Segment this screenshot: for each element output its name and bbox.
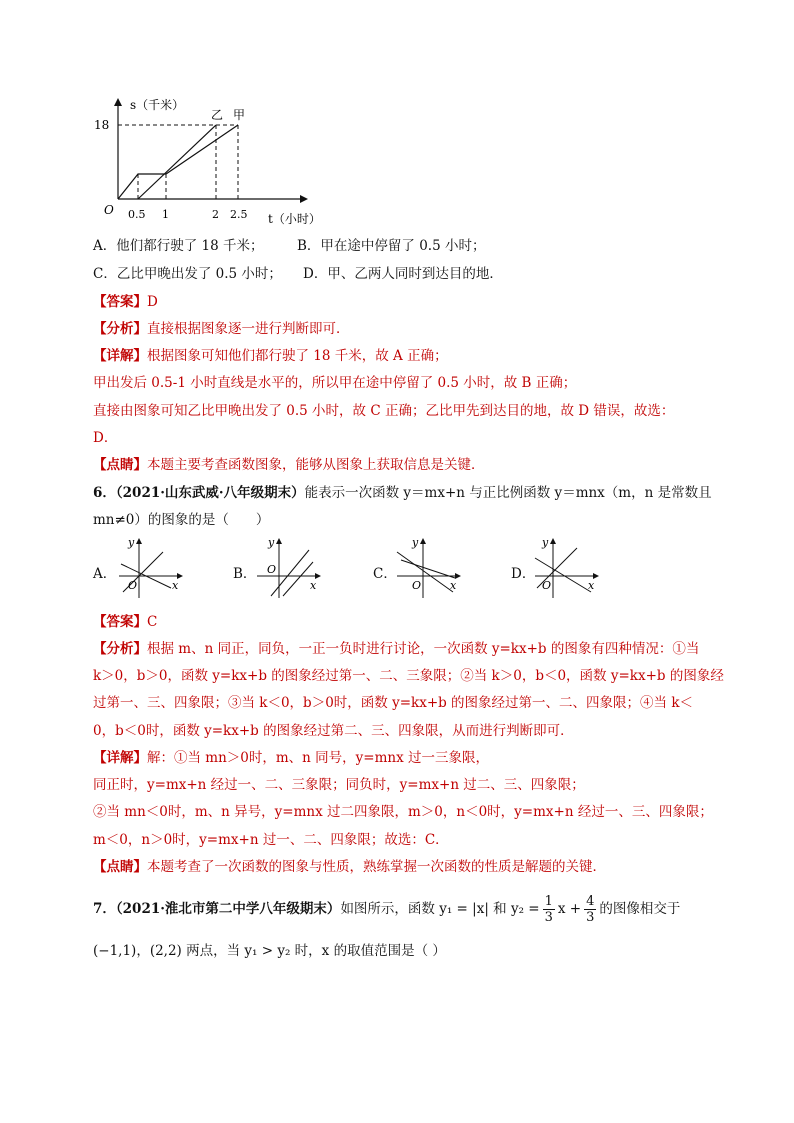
line-2 (401, 560, 455, 578)
q5-option-a (93, 236, 264, 256)
x-tick-1: 1 (162, 208, 169, 221)
q6-analysis-line-2: k＞0，b＞0，函数 y=kx+b 的图象经过第一、二、三象限；②当 k＞0，b＜0，函数 y=kx+b 的图象经 (93, 668, 724, 684)
q6-stem-text: 能表示一次函数 y＝mx+n 与正比例函数 y＝mnx（m，n 是常数且 (304, 485, 712, 501)
q6-stem-line-1 (93, 483, 712, 503)
denominator: 3 (586, 910, 595, 925)
q6-analysis-line-4: 0，b＜0时，函数 y=kx+b 的图象经过第二、三、四象限，从而进行判断即可． (93, 723, 574, 739)
q5-detail-line-4: D． (93, 430, 118, 446)
origin-label: O (412, 579, 422, 592)
y-axis-label: s（千米） (130, 98, 185, 112)
origin-label: O (104, 203, 114, 217)
answer-value: D (147, 294, 158, 310)
analysis-text: 直接根据图象逐一进行判断即可． (147, 321, 350, 337)
q6-stem-line-2: mn≠0）的图象的是（ ） (93, 512, 270, 528)
q7-number: 7． (93, 901, 116, 917)
fraction-one-third (543, 894, 555, 925)
x-tick-2: 2 (212, 208, 219, 221)
q6-source: （2021·山东武威·八年级期末） (115, 485, 305, 501)
q6-analysis-line-3: 过第一、三、四象限；③当 k＜0，b＞0时，函数 y=kx+b 的图象经过第一、二、四象限；④当 k＜ (93, 695, 694, 711)
x-axis-arrow (300, 195, 308, 203)
q6-option-b-label: B． (233, 566, 257, 582)
x-axis-label: t（小时） (268, 212, 321, 226)
axis-x-label: x (588, 579, 595, 592)
answer-value: C (147, 614, 158, 630)
q6-option-c-graph (393, 536, 463, 600)
q6-detail-line-1 (93, 748, 489, 768)
detail-text: 解：①当 mn＞0时，m、n 同号，y=mnx 过一三象限， (147, 750, 490, 766)
origin-label: O (128, 579, 138, 592)
q7-stem-c: 的图像相交于 (599, 901, 681, 917)
axis-y-label: y (268, 536, 275, 549)
line-2 (283, 562, 313, 596)
x-tick-0-5: 0.5 (128, 208, 146, 221)
comment-tag: 【点睛】 (93, 457, 147, 473)
axis-x-label: x (310, 579, 317, 592)
detail-text: 根据图象可知他们都行驶了 18 千米，故 A 正确； (147, 348, 448, 364)
axis-x-label: x (450, 579, 457, 592)
q5-option-a-text: A．他们都行驶了 18 千米； (93, 238, 264, 254)
axis-y-label: y (128, 536, 135, 549)
series-yi-line (138, 125, 216, 199)
answer-tag: 【答案】 (93, 294, 147, 310)
q6-option-a-graph (115, 536, 185, 600)
y-tick-18: 18 (94, 118, 110, 132)
q6-analysis-line-1 (93, 639, 699, 659)
q6-option-graphs (93, 536, 713, 602)
numerator: 1 (544, 894, 553, 909)
q7-stem-line-2: (−1,1)，(2,2) 两点，当 y₁ > y₂ 时，x 的取值范围是（ ） (93, 943, 446, 959)
line-1 (397, 552, 453, 592)
fraction-four-thirds (584, 894, 596, 925)
comment-text: 本题主要考查函数图象，能够从图象上获取信息是关键． (147, 457, 485, 473)
q7-stem-b: x + (557, 901, 582, 917)
comment-tag: 【点睛】 (93, 859, 147, 875)
q6-detail-line-3: ②当 mn＜0时，m、n 异号，y=mnx 过二四象限，m＞0，n＜0时，y=mx+n 经过一、三、四象限； (93, 804, 713, 820)
series-yi-label: 乙 (211, 108, 224, 122)
q7-stem-line-1 (93, 894, 680, 925)
q6-detail-line-2: 同正时，y=mx+n 经过一、二、三象限；同负时，y=mx+n 过二、三、四象限； (93, 777, 585, 793)
distance-time-graph (90, 90, 340, 230)
axis-y-label: y (542, 536, 549, 549)
q5-detail-line-3: 直接由图象可知乙比甲晚出发了 0.5 小时，故 C 正确；乙比甲先到达目的地，故 D 错误，故选： (93, 403, 675, 419)
q6-option-a-label: A． (93, 566, 117, 582)
q5-comment (93, 455, 485, 475)
q5-analysis (93, 319, 350, 339)
detail-tag: 【详解】 (93, 348, 147, 364)
q6-option-b-graph (253, 536, 323, 600)
x-tick-2-5: 2.5 (230, 208, 248, 221)
q5-option-d: D．甲、乙两人同时到达目的地． (303, 266, 503, 282)
q6-option-d-label: D． (511, 566, 536, 582)
q6-number: 6． (93, 485, 116, 501)
denominator: 3 (544, 910, 553, 925)
axis-y-label: y (412, 536, 419, 549)
q7-stem-a: 如图所示，函数 y₁ = |x| 和 y₂ = (340, 901, 540, 917)
q5-answer (93, 292, 158, 312)
y-axis-arrow (114, 98, 122, 106)
axis-x-label: x (172, 579, 179, 592)
q5-option-b: B．甲在途中停留了 0.5 小时； (297, 238, 486, 254)
detail-tag: 【详解】 (93, 750, 147, 766)
answer-tag: 【答案】 (93, 614, 147, 630)
comment-text: 本题考查了一次函数的图象与性质，熟练掌握一次函数的性质是解题的关键． (147, 859, 606, 875)
series-jia-label: 甲 (233, 108, 246, 122)
origin-label: O (542, 579, 552, 592)
analysis-tag: 【分析】 (93, 641, 147, 657)
q5-detail-line-1 (93, 346, 448, 366)
q5-detail-line-2: 甲出发后 0.5-1 小时直线是水平的，所以甲在途中停留了 0.5 小时，故 B 正确； (93, 375, 577, 391)
q6-comment (93, 857, 606, 877)
q7-source: （2021·淮北市第二中学八年级期末） (115, 901, 341, 917)
q5-option-c: C．乙比甲晚出发了 0.5 小时； (93, 266, 282, 282)
numerator: 4 (586, 894, 595, 909)
series-jia-line (118, 125, 238, 199)
analysis-tag: 【分析】 (93, 321, 147, 337)
origin-label: O (267, 563, 277, 576)
q6-answer (93, 612, 157, 632)
q6-option-d-graph (531, 536, 601, 600)
analysis-text: 根据 m、n 同正，同负，一正一负时进行讨论，一次函数 y=kx+b 的图象有四种情况：①当 (147, 641, 700, 657)
q6-detail-line-4: m＜0，n＞0时，y=mx+n 过一、二、四象限；故选：C． (93, 832, 449, 848)
q6-option-c-label: C． (373, 566, 397, 582)
